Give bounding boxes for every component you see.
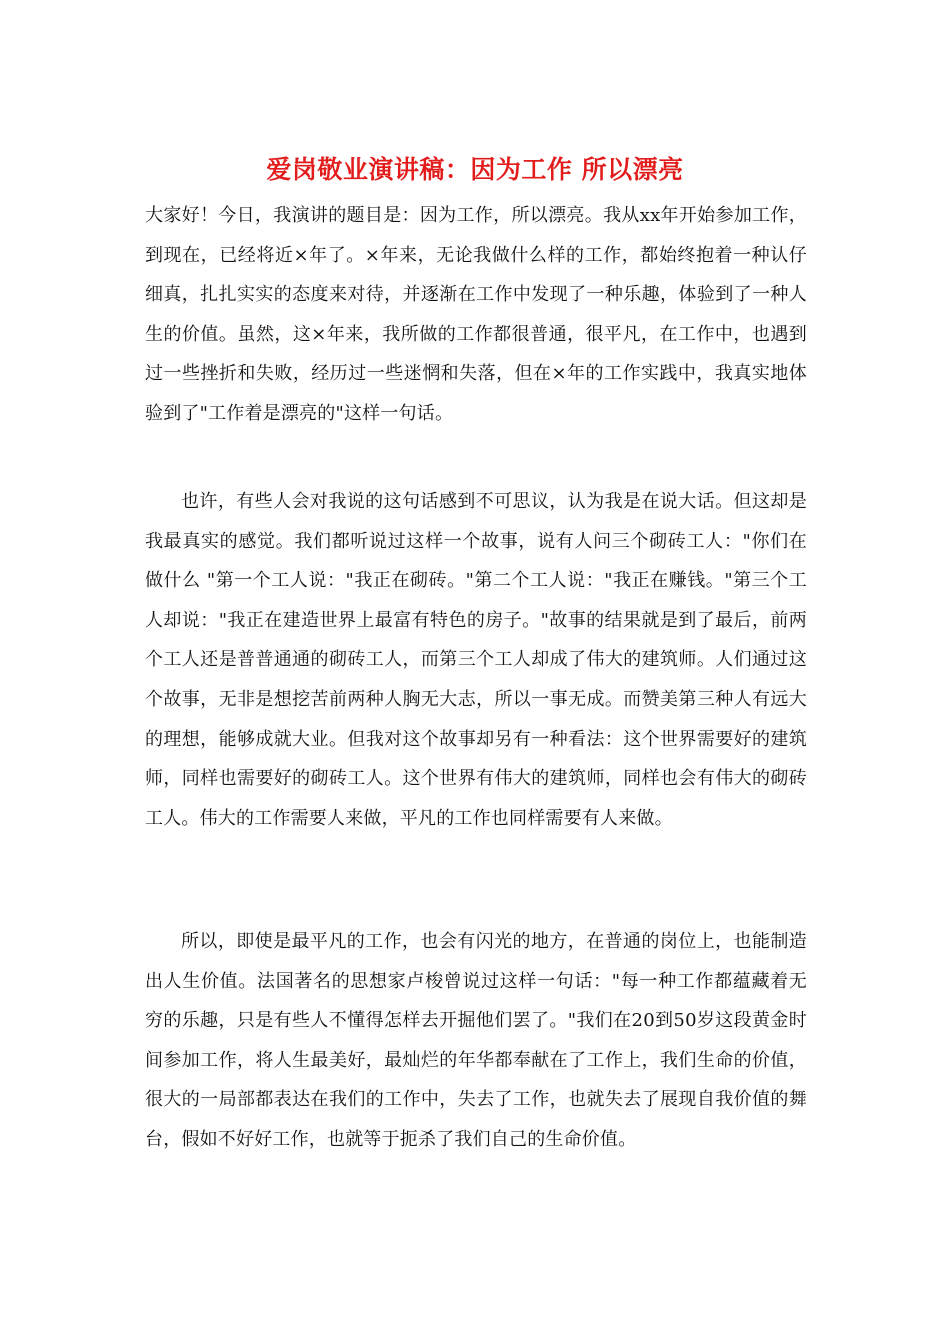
- document-title: 爱岗敬业演讲稿：因为工作 所以漂亮: [266, 155, 684, 184]
- paragraph-3: 所以，即使是最平凡的工作，也会有闪光的地方，在普通的岗位上，也能制造出人生价值。法国著名的思想家卢梭曾说过这样一句话："每一种工作都蕴藏着无穷的乐趣，只是有些人不懂得怎样去开掘他们罢了。"我们在20到50岁这段黄金时间参加工作，将人生最美好，最灿烂的年华都奉献在了工作上，我们生命的价值，很大的一局部都表达在我们的工作中，失去了工作，也就失去了展现自我价值的舞台，假如不好好工作，也就等于扼杀了我们自己的生命价值。: [145, 931, 807, 1150]
- paragraph-1: 大家好！今日，我演讲的题目是：因为工作，所以漂亮。我从xx年开始参加工作，到现在，已经将近×年了。×年来，无论我做什么样的工作，都始终抱着一种认仔细真，扎扎实实的态度来对待，并逐渐在工作中发现了一种乐趣，体验到了一种人生的价值。虽然，这×年来，我所做的工作都很普通，很平凡，在工作中，也遇到过一些挫折和失败，经历过一些迷惘和失落，但在×年的工作实践中，我真实地体验到了"工作着是漂亮的"这样一句话。: [145, 205, 807, 424]
- paragraph-2: 也许，有些人会对我说的这句话感到不可思议，认为我是在说大话。但这却是我最真实的感觉。我们都听说过这样一个故事，说有人问三个砌砖工人："你们在做什么 "第一个工人说："我正在砌砖。"第二个工人说："我正在赚钱。"第三个工人却说："我正在建造世界上最富有特色的房子。"故事的结果就是到了最后，前两个工人还是普普通通的砌砖工人，而第三个工人却成了伟大的建筑师。人们通过这个故事，无非是想挖苦前两种人胸无大志，所以一事无成。而赞美第三种人有远大的理想，能够成就大业。但我对这个故事却另有一种看法：这个世界需要好的建筑师，同样也需要好的砌砖工人。这个世界有伟大的建筑师，同样也会有伟大的砌砖工人。伟大的工作需要人来做，平凡的工作也同样需要有人来做。: [145, 491, 807, 829]
